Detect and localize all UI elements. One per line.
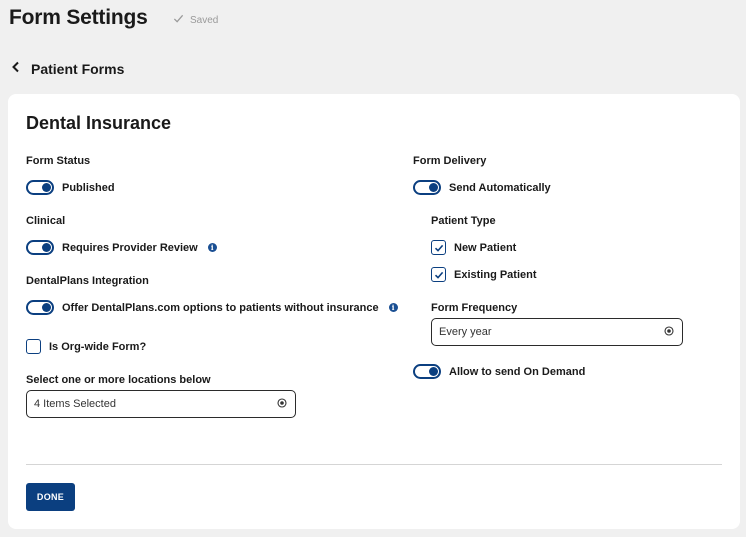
on-demand-toggle[interactable] [413,364,441,379]
dropdown-icon [277,395,287,413]
form-frequency-value: Every year [439,326,492,338]
org-wide-row [26,339,146,354]
existing-patient-label: Existing Patient [454,268,537,281]
new-patient-label: New Patient [454,241,517,254]
org-wide-label: Is Org-wide Form? [49,340,147,353]
info-icon[interactable]: i [389,303,398,312]
divider [26,464,722,465]
send-automatically-toggle[interactable] [413,180,441,195]
published-label: Published [62,181,115,194]
info-icon[interactable]: i [208,243,217,252]
new-patient-row [431,240,516,255]
dentalplans-row [26,300,398,315]
form-title: Dental Insurance [26,113,172,133]
form-frequency-label: Form Frequency [431,302,518,314]
dentalplans-label: DentalPlans Integration [26,275,149,287]
existing-patient-checkbox[interactable] [431,267,446,282]
saved-status [173,13,218,27]
done-button[interactable]: DONE [26,483,75,511]
form-delivery-label: Form Delivery [413,155,487,167]
chevron-left-icon [11,60,21,78]
check-icon [434,243,444,253]
new-patient-checkbox[interactable] [431,240,446,255]
send-automatically-row [413,180,551,195]
provider-review-row [26,240,217,255]
org-wide-checkbox[interactable] [26,339,41,354]
provider-review-label: Requires Provider Review [62,241,198,254]
form-status-label: Form Status [26,155,91,167]
locations-value: 4 Items Selected [34,398,116,410]
page-title: Form Settings [9,6,148,29]
saved-label: Saved [190,14,219,26]
on-demand-row [413,364,585,379]
locations-label: Select one or more locations below [26,374,211,386]
published-toggle[interactable] [26,180,54,195]
clinical-label: Clinical [26,215,66,227]
form-frequency-select[interactable] [431,318,683,346]
back-label: Patient Forms [31,61,125,77]
dentalplans-toggle-label: Offer DentalPlans.com options to patients without insurance [62,301,379,314]
dentalplans-toggle[interactable] [26,300,54,315]
dropdown-icon [664,323,674,341]
provider-review-toggle[interactable] [26,240,54,255]
locations-select[interactable] [26,390,296,418]
on-demand-label: Allow to send On Demand [449,365,586,378]
published-row [26,180,115,195]
send-automatically-label: Send Automatically [449,181,551,194]
patient-type-label: Patient Type [431,215,496,227]
check-icon [173,13,184,27]
back-to-patient-forms[interactable] [11,60,124,78]
check-icon [434,270,444,280]
existing-patient-row [431,267,537,282]
